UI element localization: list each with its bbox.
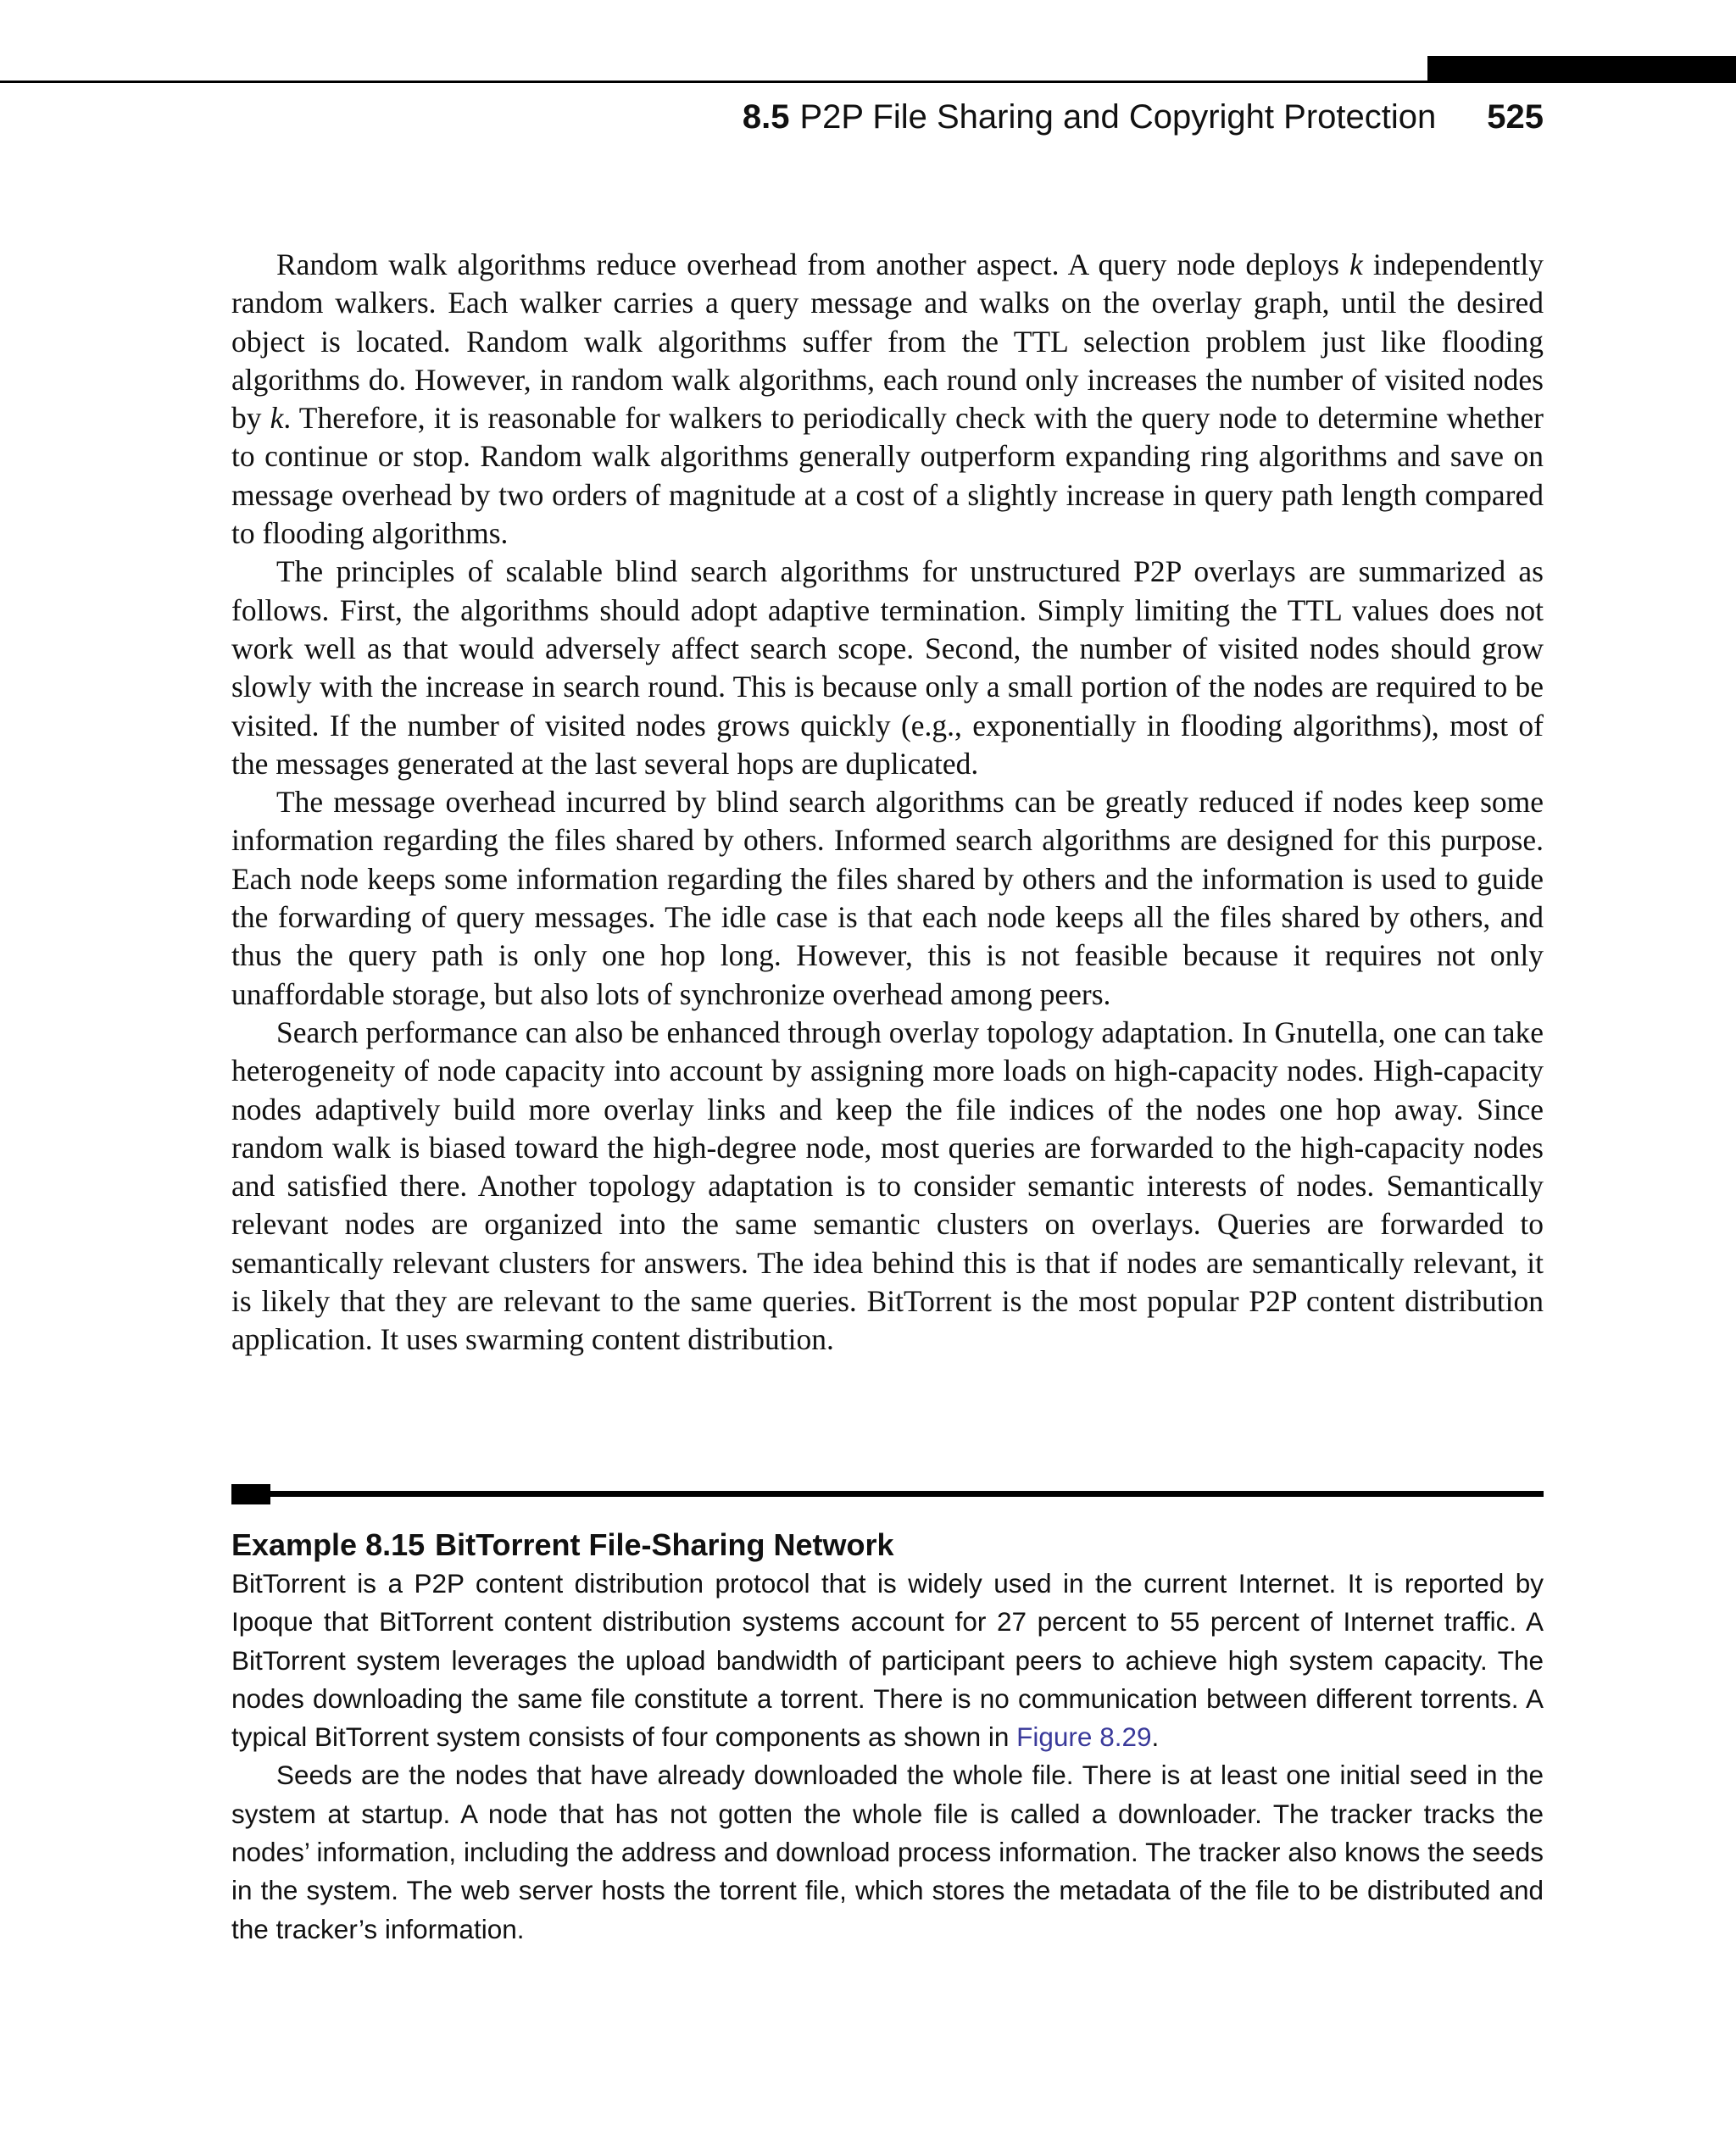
page-number: 525 <box>1487 98 1544 136</box>
example-number: Example 8.15 <box>231 1527 426 1562</box>
paragraph-blind-search-principles: The principles of scalable blind search algorithms for unstructured P2P overlays are summarized as follows. First, the algorithms should adopt adaptive termination. Simply limiting the TTL values does not work well as that would adversely affect search scope. Second, the number of visited nodes should grow slowly with the increase in search round. This is because only a small portion of the nodes are required to be visited. If the number of visited nodes grows quickly (e.g., exponentially in flooding algorithms), most of the messages generated at the last several hops are duplicated. <box>231 554 1544 781</box>
paragraph-informed-search: The message overhead incurred by blind search algorithms can be greatly reduced if nodes keep some information regarding the files shared by others. Informed search algorithms are designed for this purpose. Each node keeps some information regarding the files shared by others and the information is used to guide the forwarding of query messages. The idle case is that each node keeps all the files shared by others, and thus the query path is only one hop long. However, this is not feasible because it requires not only unaffordable storage, but also lots of synchronize overhead among peers. <box>231 785 1544 1011</box>
example-box <box>231 1482 1544 1949</box>
main-body-text <box>231 246 1544 1360</box>
paragraph-topology-adaptation: Search performance can also be enhanced through overlay topology adaptation. In Gnutella, one can take heterogeneity of node capacity into account by assigning more loads on high-capacity nodes. High-capacity nodes adaptively build more overlay links and keep the file indices of the nodes one hop away. Since random walk is biased toward the high-degree node, most queries are forwarded to the high-capacity nodes and satisfied there. Another topology adaptation is to consider semantic interests of nodes. Semantically relevant nodes are organized into the same semantic clusters on overlays. Queries are forwarded to semantically relevant clusters for answers. The idea behind this is that if nodes are semantically relevant, it is likely that they are relevant to the same queries. BitTorrent is the most popular P2P content distribution application. It uses swarming content distribution. <box>231 1015 1544 1357</box>
figure-reference-link[interactable]: Figure 8.29 <box>1016 1721 1152 1753</box>
running-head <box>743 95 1544 139</box>
paragraph-random-walk: Random walk algorithms reduce overhead from another aspect. A query node deploys k independently random walkers. Each walker carries a query message and walks on the overlay graph, until the desired object is located. Random walk algorithms suffer from the TTL selection problem just like flooding algorithms do. However, in random walk algorithms, each round only increases the number of visited nodes by k. Therefore, it is reasonable for walkers to periodically check with the query node to determine whether to continue or stop. Random walk algorithms generally outperform expanding ring algorithms and save on message overhead by two orders of magnitude at a cost of a slightly increase in query path length compared to flooding algorithms. <box>231 247 1544 551</box>
example-title <box>231 1526 1544 1565</box>
example-rule <box>231 1482 1544 1505</box>
example-paragraph-1: BitTorrent is a P2P content distribution protocol that is widely used in the current Internet. It is reported by Ipoque that BitTorrent content distribution systems account for 27 percent to 55 percent of Internet traffic. A BitTorrent system leverages the upload bandwidth of participant peers to achieve high system capacity. The nodes downloading the same file constitute a torrent. There is no communication between different torrents. A typical BitTorrent system consists of four components as shown in Figure 8.29. <box>231 1568 1544 1753</box>
section-number: 8.5 <box>742 98 790 136</box>
example-heading: BitTorrent File-Sharing Network <box>435 1527 894 1562</box>
example-body <box>231 1565 1544 1949</box>
example-paragraph-2: Seeds are the nodes that have already downloaded the whole file. There is at least one initial seed in the system at startup. A node that has not gotten the whole file is called a downloader. The tracker tracks the nodes’ information, including the address and download process information. The tracker also knows the seeds in the system. The web server hosts the torrent file, which stores the metadata of the file to be distributed and the tracker’s information. <box>231 1760 1544 1944</box>
header-tab-marker <box>1427 56 1736 83</box>
section-title: P2P File Sharing and Copyright Protection <box>799 98 1437 136</box>
